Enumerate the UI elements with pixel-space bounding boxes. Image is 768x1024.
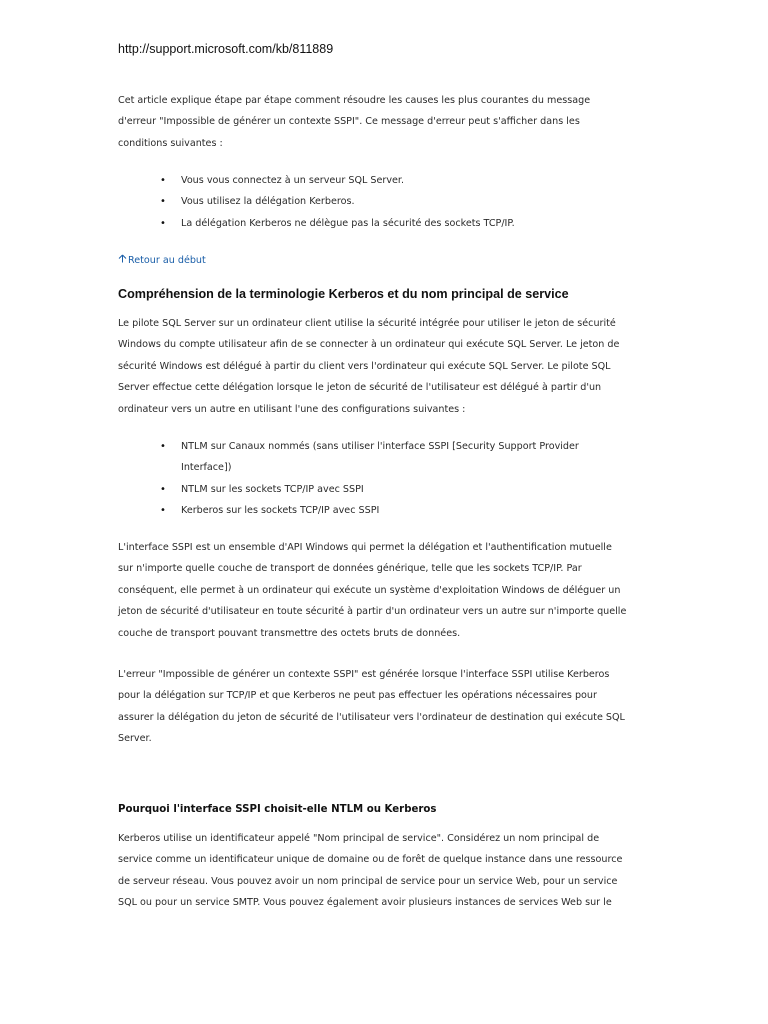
list-item-text-continued: Interface]) [181, 462, 232, 474]
paragraph-line: de serveur réseau. Vous pouvez avoir un nom principal de service pour un service Web, pour un service [118, 875, 618, 887]
intro-line: Cet article explique étape par étape comment résoudre les causes les plus courantes du message [118, 95, 591, 106]
paragraph-line: jeton de sécurité d'utilisateur en toute sécurité à partir d'un ordinateur vers un autre sur n'importe quelle [118, 606, 627, 618]
paragraph-line: L'interface SSPI est un ensemble d'API Windows qui permet la délégation et l'authentification mutuelle [118, 542, 612, 553]
list-item-text: Kerberos sur les sockets TCP/IP avec SSPI [181, 505, 380, 517]
list-item-text: NTLM sur les sockets TCP/IP avec SSPI [181, 483, 364, 495]
list-item-text: La délégation Kerberos ne délègue pas la sécurité des sockets TCP/IP. [181, 217, 515, 229]
bullet-icon: • [160, 217, 166, 229]
intro-line: conditions suivantes : [118, 137, 223, 149]
list-item [118, 170, 658, 191]
paragraph-line: Windows du compte utilisateur afin de se connecter à un ordinateur qui exécute SQL Server. Le jeton de [118, 339, 620, 351]
section2-paragraph1 [118, 828, 658, 914]
section1-paragraph2 [118, 537, 658, 644]
back-to-top-link[interactable] [118, 253, 206, 269]
bullet-icon: • [160, 505, 166, 517]
section1-paragraph1 [118, 313, 658, 420]
bullet-icon: • [160, 483, 166, 495]
list-item [118, 191, 658, 212]
paragraph-line: assurer la délégation du jeton de sécurité de l'utilisateur vers l'ordinateur de destination qui exécute SQL [118, 711, 625, 723]
list-item-text: NTLM sur Canaux nommés (sans utiliser l'interface SSPI [Security Support Provider [181, 441, 579, 452]
paragraph-line: Server. [118, 733, 152, 745]
intro-line: d'erreur "Impossible de générer un contexte SSPI". Ce message d'erreur peut s'afficher dans les [118, 116, 580, 128]
paragraph-line: Kerberos utilise un identificateur appelé "Nom principal de service". Considérez un nom principal de [118, 833, 600, 844]
conditions-list [118, 170, 658, 234]
paragraph-line: L'erreur "Impossible de générer un contexte SSPI" est générée lorsque l'interface SSPI utilise Kerberos [118, 669, 610, 680]
bullet-icon: • [160, 175, 166, 186]
bullet-icon: • [160, 441, 166, 452]
paragraph-line: ordinateur vers un autre en utilisant l'une des configurations suivantes : [118, 403, 466, 415]
configurations-list [118, 436, 658, 522]
paragraph-line: couche de transport pouvant transmettre des octets bruts de données. [118, 627, 461, 639]
paragraph-line: pour la délégation sur TCP/IP et que Kerberos ne peut pas effectuer les opérations nécessaires pour [118, 690, 597, 702]
paragraph-line: Le pilote SQL Server sur un ordinateur client utilise la sécurité intégrée pour utiliser le jeton de sécurité [118, 318, 616, 329]
paragraph-line: SQL ou pour un service SMTP. Vous pouvez également avoir plusieurs instances de services Web sur le [118, 897, 612, 909]
paragraph-line: sécurité Windows est délégué à partir du client vers l'ordinateur qui exécute SQL Server. Le pilote SQL [118, 360, 611, 372]
paragraph-line: sur n'importe quelle couche de transport de données générique, telle que les sockets TCP/IP. Par [118, 563, 582, 575]
intro-paragraph [118, 90, 658, 154]
paragraph-line: Server effectue cette délégation lorsque le jeton de sécurité de l'utilisateur est délégué à partir d'un [118, 382, 602, 394]
section-heading-sspi-choice: Pourquoi l'interface SSPI choisit-elle NTLM ou Kerberos [118, 804, 437, 815]
paragraph-line: service comme un identificateur unique de domaine ou de forêt de quelque instance dans une ressource [118, 854, 623, 866]
up-arrow-icon [118, 253, 128, 269]
list-item-text: Vous vous connectez à un serveur SQL Server. [181, 175, 405, 186]
section-heading-kerberos-terminology: Compréhension de la terminologie Kerberos et du nom principal de service [118, 287, 569, 301]
bullet-icon: • [160, 196, 166, 208]
paragraph-line: conséquent, elle permet à un ordinateur qui exécute un système d'exploitation Windows de déléguer un [118, 584, 621, 596]
list-item [118, 479, 658, 500]
list-item-text: Vous utilisez la délégation Kerberos. [181, 196, 355, 208]
section1-paragraph3 [118, 664, 658, 750]
back-to-top-label: Retour au début [128, 255, 206, 266]
list-item [118, 500, 658, 521]
list-item [118, 436, 658, 479]
source-url: http://support.microsoft.com/kb/811889 [118, 42, 334, 56]
list-item [118, 213, 658, 234]
